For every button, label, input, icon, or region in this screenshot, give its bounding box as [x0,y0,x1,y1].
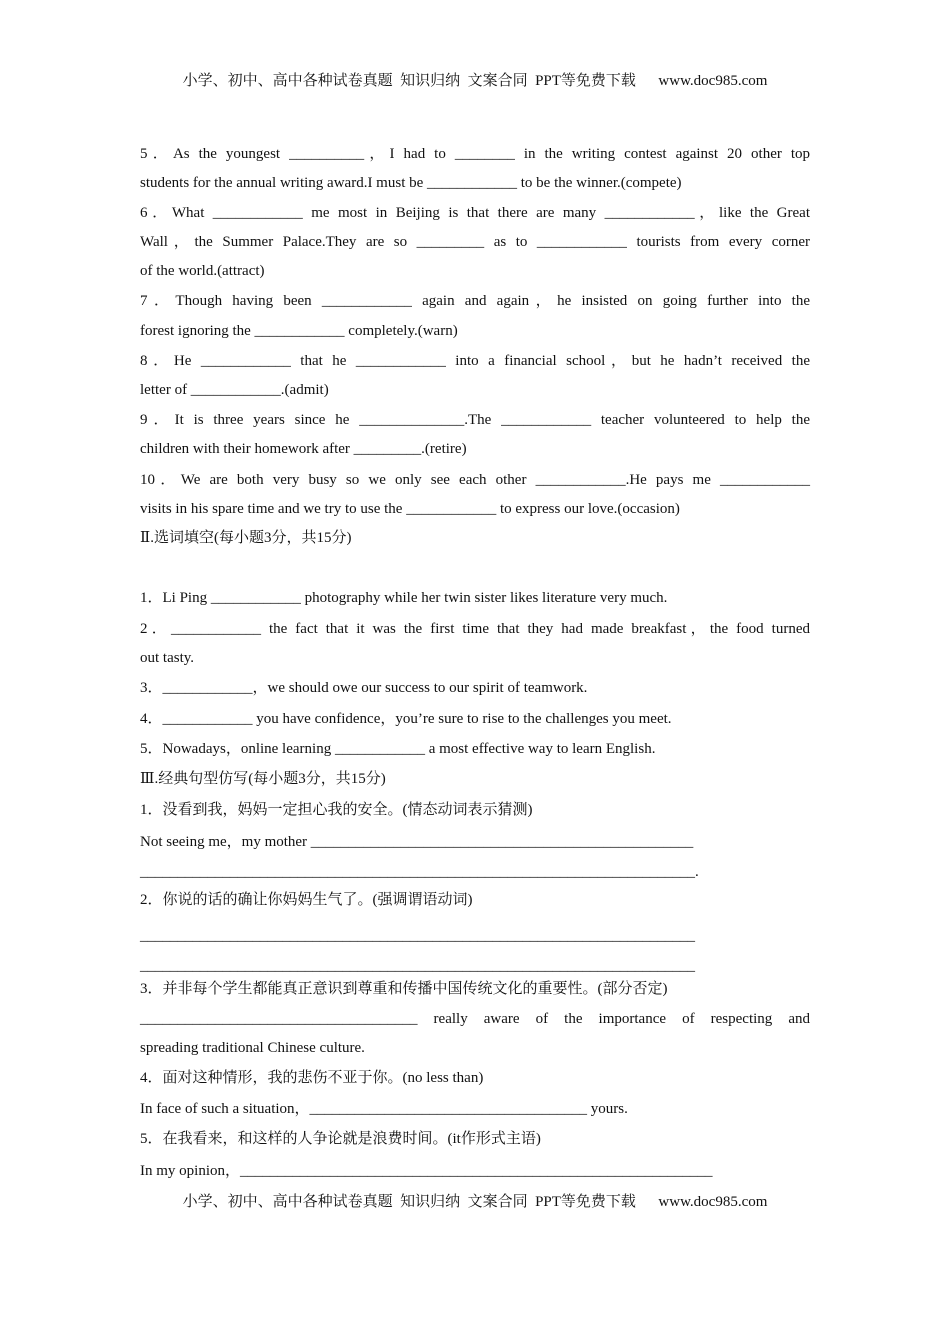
text-line: Ⅱ.选词填空(每小题3分，共15分) [140,530,352,546]
text-line: 10．We are both very busy so we only see each other ____________.He pays me ____________ [140,472,810,488]
text-line: 6．What ____________ me most in Beijing is that there are many ____________，like the Great [140,205,810,221]
text-line: 3．____________，we should owe our success to our spirit of teamwork. [140,680,588,696]
text-line: Wall，the Summer Palace.They are so _________ as to ____________ tourists from every corner [140,234,810,250]
text-line: __________________________________________________________________________ [140,958,695,974]
text-line: _____________________________________ really aware of the importance of respecting and [140,1011,810,1027]
text-line: spreading traditional Chinese culture. [140,1040,365,1056]
text-line: 4．____________ you have confidence，you’re sure to rise to the challenges you meet. [140,711,672,727]
text-line: 2．你说的话的确让你妈妈生气了。(强调谓语动词) [140,892,473,908]
text-line: __________________________________________________________________________. [140,864,699,880]
text-line: 3．并非每个学生都能真正意识到尊重和传播中国传统文化的重要性。(部分否定) [140,981,668,997]
text-line: 2．____________ the fact that it was the first time that they had made breakfast，the food turned [140,621,810,637]
text-line: In my opinion，_______________________________________________________________ [140,1163,713,1179]
page-header: 小学、初中、高中各种试卷真题 知识归纳 文案合同 PPT等免费下载 www.doc985.com [182,73,768,89]
text-line: 7．Though having been ____________ again and again，he insisted on going further into the [140,293,810,309]
text-line: letter of ____________.(admit) [140,382,329,398]
page-footer: 小学、初中、高中各种试卷真题 知识归纳 文案合同 PPT等免费下载 www.doc985.com [182,1194,768,1210]
text-line: 5．Nowadays，online learning ____________ a most effective way to learn English. [140,741,656,757]
text-line: 9．It is three years since he ______________.The ____________ teacher volunteered to help the [140,412,810,428]
text-line: 8．He ____________ that he ____________ into a financial school，but he hadn’t received the [140,353,810,369]
text-line: visits in his spare time and we try to use the ____________ to express our love.(occasion) [140,501,680,517]
text-line: In face of such a situation，_____________________________________ yours. [140,1101,628,1117]
text-line: Not seeing me，my mother ___________________________________________________ [140,834,694,850]
text-line: 5．As the youngest __________，I had to ________ in the writing contest against 20 other top [140,146,810,162]
text-line: 1．没看到我，妈妈一定担心我的安全。(情态动词表示猜测) [140,802,533,818]
text-line: 5．在我看来，和这样的人争论就是浪费时间。(it作形式主语) [140,1131,541,1147]
text-line: 1．Li Ping ____________ photography while her twin sister likes literature very much. [140,590,668,606]
text-line: forest ignoring the ____________ completely.(warn) [140,323,458,339]
text-line: of the world.(attract) [140,263,265,279]
text-line: Ⅲ.经典句型仿写(每小题3分，共15分) [140,771,386,787]
text-line: students for the annual writing award.I must be ____________ to be the winner.(compete) [140,175,682,191]
text-line: __________________________________________________________________________ [140,928,695,944]
text-line: 4．面对这种情形，我的悲伤不亚于你。(no less than) [140,1070,484,1086]
text-line: out tasty. [140,650,195,666]
text-line: children with their homework after _________.(retire) [140,441,467,457]
